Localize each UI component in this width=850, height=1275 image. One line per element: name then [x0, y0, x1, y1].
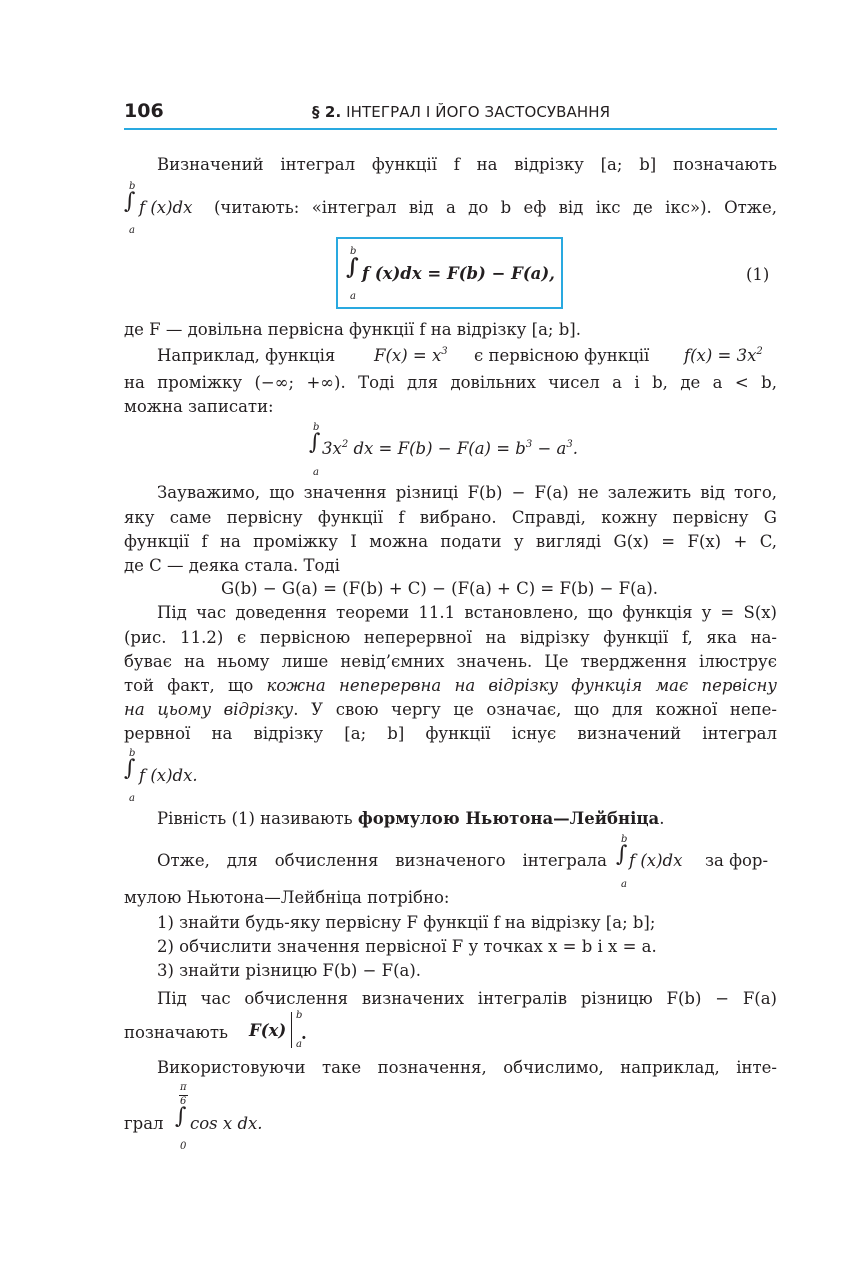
formula2-part2: dx = F(b) − F(a) = b	[353, 439, 526, 458]
running-header	[312, 103, 610, 121]
p5-line2: (рис. 11.2) є первісною неперервної на відрізку функції f, яка на-	[124, 628, 777, 647]
p6-line1	[157, 809, 664, 829]
p1-line1: Визначений інтеграл функції f на відрізку [a; b] позначають	[157, 155, 777, 174]
p3-line3: можна записати:	[124, 397, 274, 416]
step-1: 1) знайти будь-яку первісну F функції f на відрізку [a; b];	[157, 913, 656, 932]
p3-func-f-exp: 2	[756, 346, 763, 357]
p1-integral-expr: f (x)dx	[139, 198, 193, 217]
p8-dot: .	[301, 1024, 307, 1043]
p3-func-F-exp: 3	[441, 346, 448, 357]
p5-lower-limit: a	[129, 793, 135, 804]
p8-line2a: позначають	[124, 1023, 228, 1042]
p8-expr: F(x)	[249, 1021, 287, 1040]
header-rule	[124, 128, 777, 130]
section-title: ІНТЕГРАЛ І ЙОГО ЗАСТОСУВАННЯ	[346, 103, 611, 121]
p4-line1: Зауважимо, що значення різниці F(b) − F(a) не залежить від того,	[157, 483, 777, 502]
p7-line2: мулою Ньютона—Лейбніца потрібно:	[124, 888, 450, 907]
formula2-upper-limit: b	[313, 422, 320, 433]
p9-line1: Використовуючи таке позначення, обчислимо, наприклад, інте-	[157, 1058, 777, 1077]
p3-line1c: є первісною функції	[474, 346, 650, 365]
p5-line5a-italic: на цьому відрізку	[124, 700, 294, 719]
p9-lower-limit: 0	[180, 1141, 187, 1152]
formula2-part3: − a	[537, 439, 567, 458]
p7-line1a: Отже, для обчислення визначеного інтеграла	[157, 851, 607, 870]
p7-line1b: за фор-	[705, 851, 769, 870]
formula2-expr	[322, 439, 578, 459]
formula2-integral-sign: ∫	[309, 430, 321, 455]
p1-upper-limit: b	[129, 181, 136, 192]
p5-line5	[124, 700, 777, 720]
formula1-upper-limit: b	[350, 246, 357, 257]
p9-upper-den: 6	[180, 1096, 187, 1107]
p3-func-F: F(x) = x	[374, 346, 442, 365]
p5-line5b: . У свою чергу це означає, що для кожної непе-	[293, 700, 777, 719]
p9-integral-sign: ∫	[175, 1104, 187, 1129]
formula2-lower-limit: a	[313, 467, 319, 478]
p1-line2: (читають: «інтеграл від a до b еф від ікс де ікс»). Отже,	[214, 198, 777, 217]
formula2-sup1: 2	[341, 439, 349, 450]
p1-integral-sign: ∫	[124, 189, 136, 214]
p3-line1d	[684, 346, 763, 366]
p5-integral-sign: ∫	[124, 756, 136, 781]
p3-line2: на проміжку (−∞; +∞). Тоді для довільних чисел a і b, де a < b,	[124, 373, 777, 392]
p8-line1: Під час обчислення визначених інтегралів різницю F(b) − F(a)	[157, 989, 777, 1008]
p4-line4: де C — деяка стала. Тоді	[124, 556, 340, 575]
p3-line1b	[374, 346, 448, 366]
p5-integral-expr: f (x)dx.	[139, 766, 198, 785]
p4-line3: функції f на проміжку I можна подати у вигляді G(x) = F(x) + C,	[124, 532, 777, 551]
formula1-number: (1)	[746, 265, 770, 284]
p9-integral-expr: cos x dx.	[190, 1114, 263, 1133]
formula2-sup3: 3	[566, 439, 573, 450]
p8-upper-limit: b	[296, 1010, 303, 1021]
p3-line1a: Наприклад, функція	[157, 346, 336, 365]
p5-line4	[124, 676, 777, 696]
p8-lower-limit: a	[296, 1039, 302, 1050]
formula1-integral-sign: ∫	[346, 254, 359, 280]
p5-line6: рервної на відрізку [a; b] функції існує визначений інтеграл	[124, 724, 777, 743]
formula2-sup2: 3	[525, 439, 533, 450]
p7-lower-limit: a	[621, 879, 627, 890]
formula1-lower-limit: a	[350, 291, 356, 302]
p6-text-a: Рівність (1) називають	[157, 809, 358, 828]
section-mark: § 2.	[312, 103, 342, 121]
p4-line2: яку саме первісну функції f вибрано. Справді, кожну первісну G	[124, 508, 777, 527]
p5-upper-limit: b	[129, 748, 136, 759]
p6-term-bold: формулою Ньютона—Лейбніца	[357, 809, 660, 828]
p1-lower-limit: a	[129, 225, 135, 236]
p4-line5: G(b) − G(a) = (F(b) + C) − (F(a) + C) = F(b) − F(a).	[221, 579, 659, 598]
p9-upper-num: π	[180, 1082, 187, 1093]
p2-line1: де F — довільна первісна функції f на відрізку [a; b].	[124, 320, 581, 339]
step-2: 2) обчислити значення первісної F у точках x = b і x = a.	[157, 937, 657, 956]
p7-upper-limit: b	[621, 834, 628, 845]
p7-integral-expr: f (x)dx	[629, 851, 683, 870]
p7-integral-sign: ∫	[616, 842, 628, 867]
step-3: 3) знайти різницю F(b) − F(a).	[157, 961, 422, 980]
formula2-part4: .	[572, 439, 579, 458]
p6-text-c: .	[659, 809, 665, 828]
p3-func-f: f(x) = 3x	[684, 346, 757, 365]
formula1-expr: f (x)dx = F(b) − F(a),	[362, 264, 555, 283]
p5-line4b-italic: кожна неперервна на відрізку функція має первісну	[266, 676, 777, 695]
page-number: 106	[124, 100, 164, 122]
p9-line2a: грал	[124, 1114, 164, 1133]
p8-eval-bar	[291, 1012, 292, 1048]
formula2-part1: 3x	[322, 439, 342, 458]
p5-line4a: той факт, що	[124, 676, 267, 695]
p5-line3: буває на ньому лише невід’ємних значень. Це твердження ілюструє	[124, 652, 777, 671]
p5-line1: Під час доведення теореми 11.1 встановлено, що функція y = S(x)	[157, 603, 777, 622]
